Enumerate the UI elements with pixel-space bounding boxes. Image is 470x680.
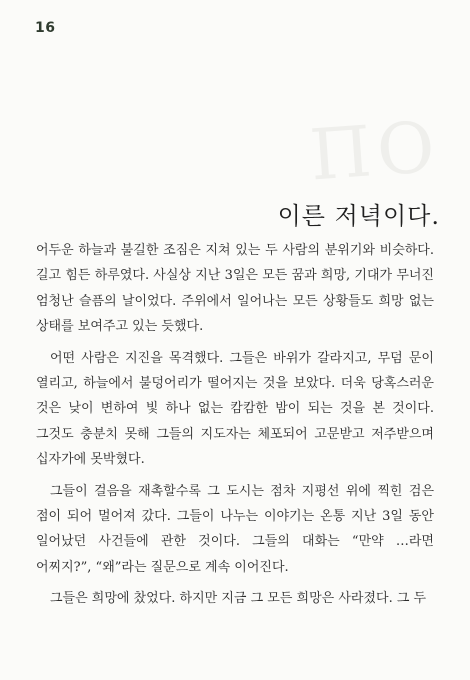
- chapter-title: 이른 저녁이다.: [277, 202, 440, 230]
- paragraph-3: 그들이 걸음을 재촉할수록 그 도시는 점차 지평선 위에 찍힌 검은 점이 되어 멀어져 갔다. 그들이 나누는 이야기는 온통 지난 3일 동안 일어났던 사건들에 관한 것이다. 그들의 대화는 “만약 …라면 어찌지?”, “왜”라는 질문으로 계속 이어진다.: [36, 483, 434, 575]
- paragraph-2: 어떤 사람은 지진을 목격했다. 그들은 바위가 갈라지고, 무덤 문이 열리고, 하늘에서 불덩어리가 떨어지는 것을 보았다. 더욱 당혹스러운 것은 낮이 변하여 빛 하나 없는 캄캄한 밤이 되는 것을 본 것이다. 그것도 충분치 못해 그들의 지도자는 체포되어 고문받고 저주받으며 십자가에 못박혔다.: [36, 350, 434, 468]
- body-text: [36, 238, 434, 618]
- page-number: 16: [35, 20, 56, 36]
- paragraph-4: 그들은 희망에 찼었다. 하지만 지금 그 모든 희망은 사라졌다. 그 두: [50, 591, 427, 607]
- faint-background-watermark: ΠΟ: [306, 105, 443, 197]
- paragraph-1: 어두운 하늘과 불길한 조짐은 지쳐 있는 두 사람의 분위기와 비슷하다. 길고 힘든 하루였다. 사실상 지난 3일은 모든 꿈과 희망, 기대가 무너진 엄청난 슬픔의 날이었다. 주위에서 일어나는 모든 상황들도 희망 없는 상태를 보여주고 있는 듯했다.: [36, 243, 434, 335]
